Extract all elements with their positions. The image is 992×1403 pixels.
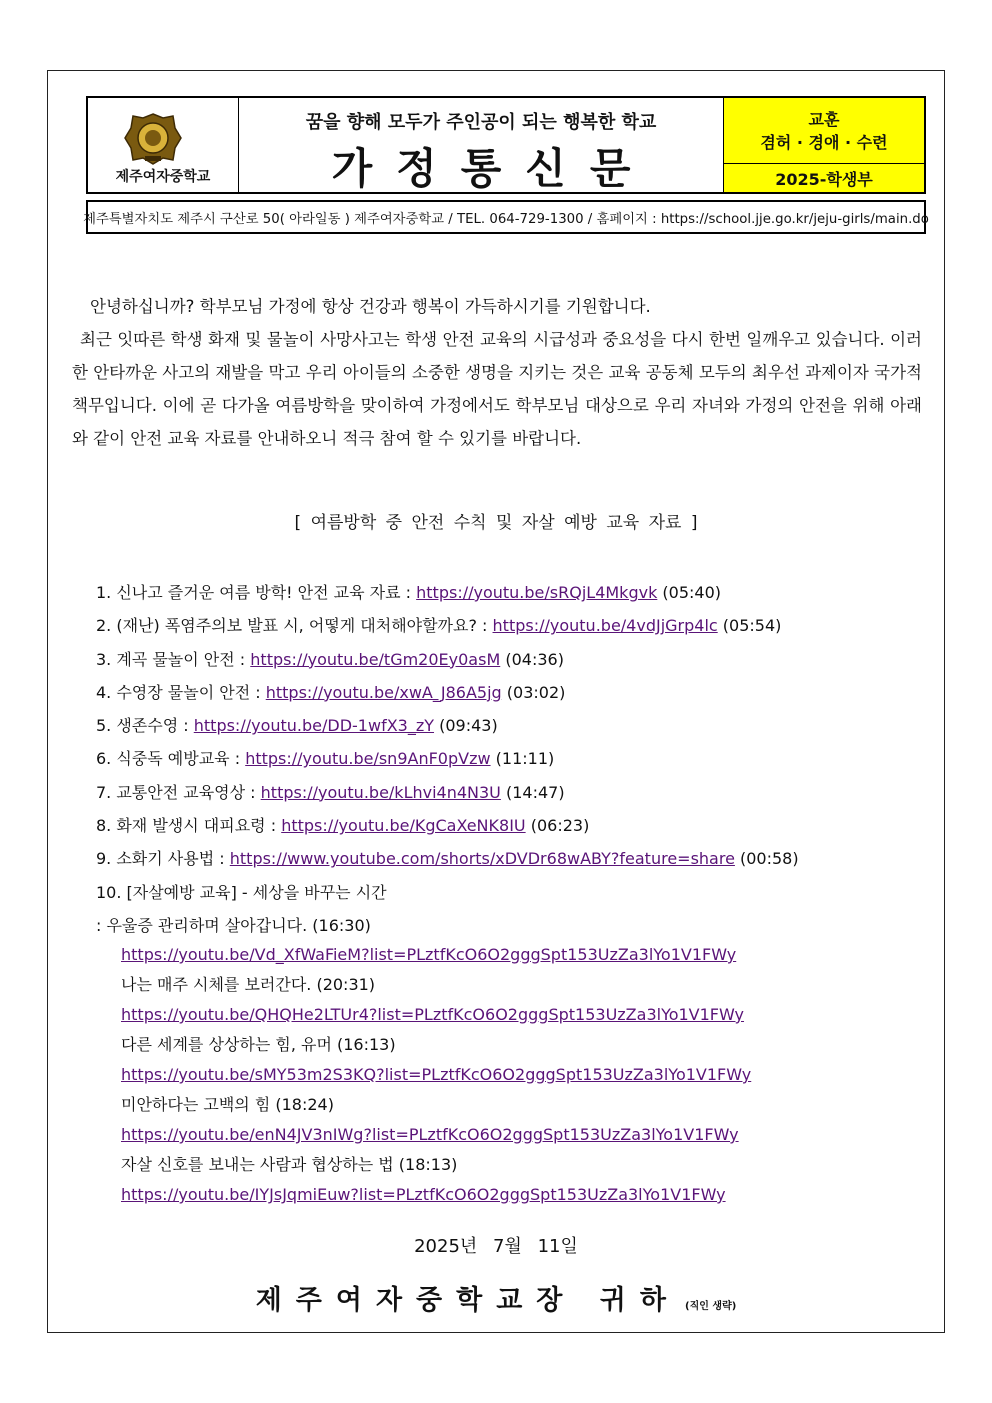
section-title: [ 여름방학 중 안전 수칙 및 자살 예방 교육 자료 ] [294,513,698,533]
header-table [86,96,926,194]
school-name: 제주여자중학교 [115,169,211,185]
signature-line [0,1278,992,1317]
list-item-subheading: : 우울증 관리하며 살아갑니다. (16:30) [96,915,371,935]
video-link[interactable]: https://youtu.be/Vd_XfWaFieM?list=PLztfKcO6O2gggSpt153UzZa3lYo1V1FWy [121,945,737,964]
school-slogan: 꿈을 향해 모두가 주인공이 되는 행복한 학교 [305,112,657,133]
list-item [121,1124,751,1154]
seal-omitted-note: (직인 생략) [685,1301,737,1312]
list-item: 2. (재난) 폭염주의보 발표 시, 어떻게 대처해야할까요? : https://youtu.be/4vdJjGrp4lc (05:54) [96,616,782,636]
letter-body [72,290,922,455]
prevention-video-list [121,944,751,1214]
list-item: 나는 매주 시체를 보러간다. (20:31) [121,975,376,994]
list-item: 자살 신호를 보내는 사람과 협상하는 법 (18:13) [121,1155,458,1174]
list-item: 4. 수영장 물놀이 안전 : https://youtu.be/xwA_J86A5jg (03:02) [96,682,566,702]
main-paragraph: 최근 잇따른 학생 화재 및 물놀이 사망사고는 학생 안전 교육의 시급성과 중요성을 다시 한번 일깨우고 있습니다. 이러한 안타까운 사고의 재발을 막고 우리 아이들의 소중한 생명을 지키는 것은 교육 공동체 모두의 최우선 과제이자 국가적 책무입니다. 이에 곧 다가올 여름방학을 맞이하여 가정에서도 학부모님 대상으로 우리 자녀와 가정의 안전을 위해 아래와 같이 안전 교육 자료를 안내하오니 적극 참여 할 수 있기를 바랍니다. [72,330,922,448]
video-link[interactable]: https://youtu.be/xwA_J86A5jg [265,682,502,702]
school-emblem-icon [123,110,183,166]
school-address: 제주특별자치도 제주시 구산로 50( 아라일동 ) 제주여자중학교 / TEL. 064-729-1300 / 홈페이지 : https://school.jje.go.kr/jeju-girls/main.do [86,200,926,234]
list-item [121,1064,751,1094]
list-item: 다른 세계를 상상하는 힘, 유머 (16:13) [121,1035,396,1054]
video-link[interactable]: https://youtu.be/IYJsJqmiEuw?list=PLztfKcO6O2gggSpt153UzZa3lYo1V1FWy [121,1185,726,1204]
document-title: 가정통신문 [331,144,655,193]
document-date: 2025년 7월 11일 [414,1236,578,1257]
motto-label: 교훈 [808,109,840,129]
logo-cell [88,98,239,192]
video-link[interactable]: https://youtu.be/tGm20Ey0asM [250,649,501,669]
motto-box [724,98,924,164]
list-item: 5. 생존수영 : https://youtu.be/DD-1wfX3_zY (09:43) [96,716,498,736]
principal-signature: 제주여자중학교장 귀하 [255,1285,680,1316]
list-item: 미안하다는 고백의 힘 (18:24) [121,1095,334,1114]
video-link[interactable]: https://youtu.be/sRQjL4Mkgvk [416,583,658,602]
video-link[interactable]: https://youtu.be/sMY53m2S3KQ?list=PLztfKcO6O2gggSpt153UzZa3lYo1V1FWy [121,1065,752,1084]
list-item: 1. 신나고 즐거운 여름 방학! 안전 교육 자료 : https://youtu.be/sRQjL4Mkgvk (05:40) [96,583,722,602]
motto-text: 겸허 · 경애 · 수련 [760,132,888,152]
list-item [121,1004,751,1034]
greeting-paragraph: 안녕하십니까? 학부모님 가정에 항상 건강과 행복이 가득하시기를 기원합니다. [90,297,651,316]
video-link[interactable]: https://www.youtube.com/shorts/xDVDr68wABY?feature=share [229,849,735,869]
list-item [121,1184,751,1214]
list-item: 7. 교통안전 교육영상 : https://youtu.be/kLhvi4n4N3U (14:47) [96,782,565,802]
list-item: 3. 계곡 물놀이 안전 : https://youtu.be/tGm20Ey0asM (04:36) [96,649,564,669]
list-item: 9. 소화기 사용법 : https://www.youtube.com/shorts/xDVDr68wABY?feature=share (00:58) [96,849,799,869]
video-link[interactable]: https://youtu.be/sn9AnF0pVzw [245,749,491,769]
resource-list [96,582,896,948]
list-item: 8. 화재 발생시 대피요령 : https://youtu.be/KgCaXeNK8IU (06:23) [96,816,590,836]
title-cell [239,98,724,192]
issuer-label: 2025-학생부 [724,164,924,192]
video-link[interactable]: https://youtu.be/KgCaXeNK8IU [281,816,526,836]
video-link[interactable]: https://youtu.be/kLhvi4n4N3U [260,782,501,802]
video-link[interactable]: https://youtu.be/DD-1wfX3_zY [193,716,435,736]
list-item: 6. 식중독 예방교육 : https://youtu.be/sn9AnF0pVzw (11:11) [96,749,555,769]
video-link[interactable]: https://youtu.be/4vdJjGrp4lc [492,616,718,636]
video-link[interactable]: https://youtu.be/enN4JV3nIWg?list=PLztfKcO6O2gggSpt153UzZa3lYo1V1FWy [121,1125,739,1144]
list-item [121,944,751,974]
video-link[interactable]: https://youtu.be/QHQHe2LTUr4?list=PLztfKcO6O2gggSpt153UzZa3lYo1V1FWy [121,1005,745,1024]
list-item-heading: 10. [자살예방 교육] - 세상을 바꾸는 시간 [96,882,387,902]
motto-cell [724,98,924,192]
